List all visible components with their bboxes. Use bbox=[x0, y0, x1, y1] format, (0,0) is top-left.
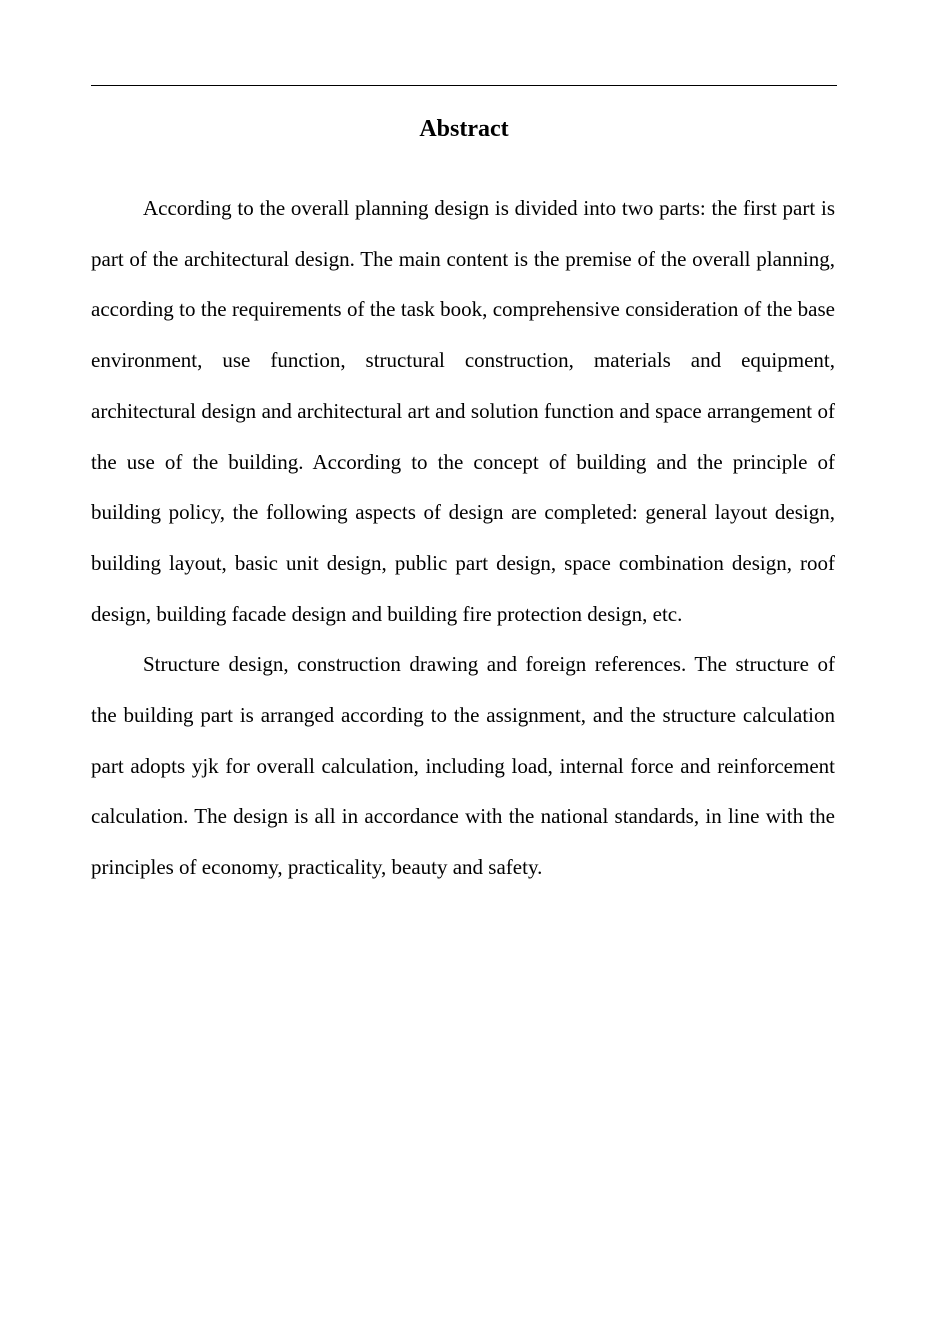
abstract-paragraph-2: Structure design, construction drawing and foreign references. The structure of the building part is arranged according to the assignment, and the structure calculation part adopts yjk for overall calculation, including load, internal force and reinforcement calculation. The design is all in accordance with the national standards, in line with the principles of economy, practicality, beauty and safety. bbox=[91, 652, 835, 880]
abstract-paragraph-1: According to the overall planning design is divided into two parts: the first part is part of the architectural design. The main content is the premise of the overall planning, according to the requirements of the task book, comprehensive consideration of the base environment, use function, structural construction, materials and equipment, architectural design and architectural art and solution function and space arrangement of the use of the building. According to the concept of building and the principle of building policy, the following aspects of design are completed: general layout design, building layout, basic unit design, public part design, space combination design, roof design, building facade design and building fire protection design, etc. bbox=[91, 196, 835, 626]
page-title: Abstract bbox=[419, 116, 509, 142]
header-rule bbox=[91, 85, 837, 86]
abstract-body bbox=[91, 183, 835, 893]
